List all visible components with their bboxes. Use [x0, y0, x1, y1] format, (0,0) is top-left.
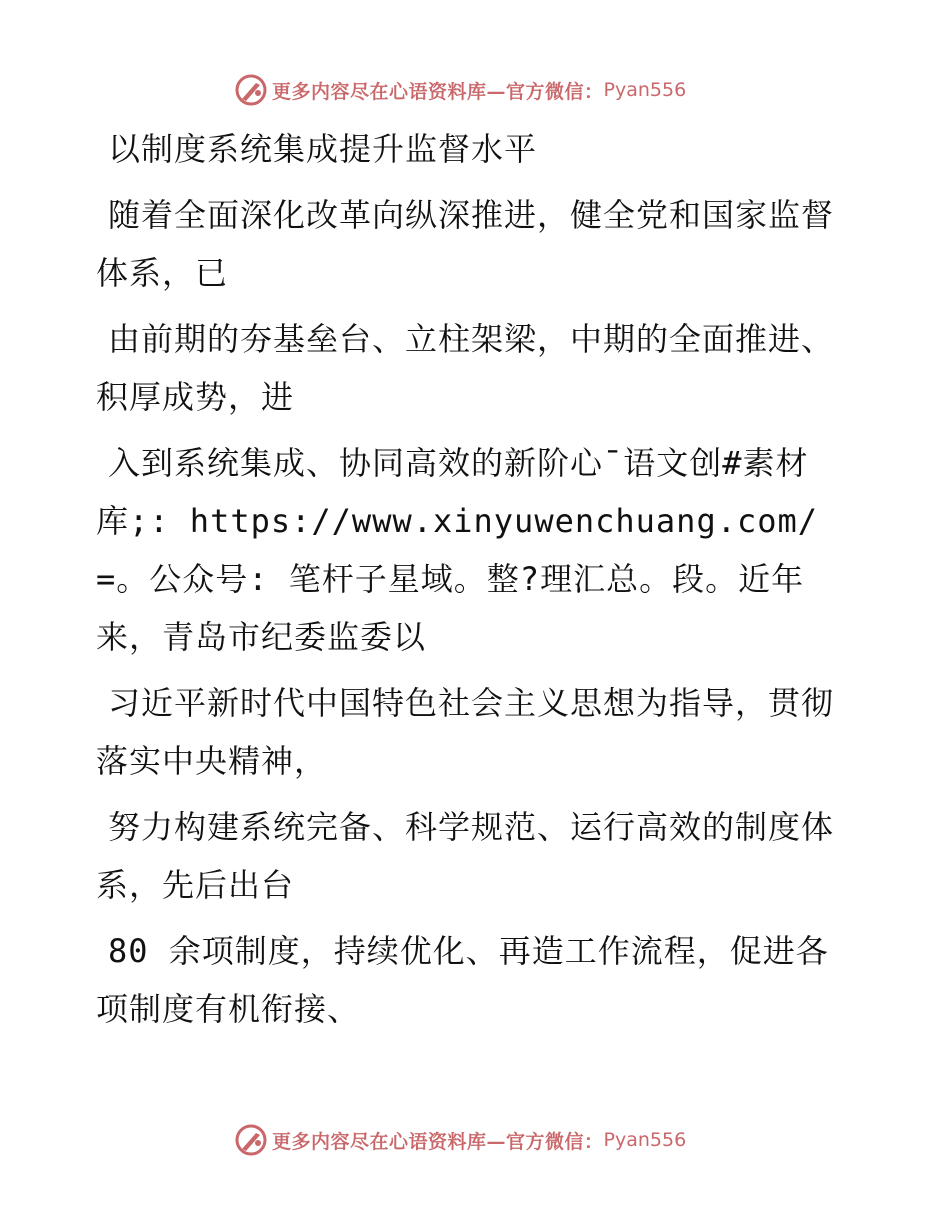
watermark-wechat-id: Pyan556 — [603, 1129, 687, 1151]
watermark-banner-top — [234, 70, 734, 110]
paragraph-first-line: 入到系统集成、协同高效的新阶心¯语文创#素材 — [108, 444, 809, 482]
paragraph — [96, 922, 856, 1038]
paragraph-continuation: 进、积厚成势，进 — [96, 320, 835, 416]
document-title: 以制度系统集成提升监督水平 — [108, 130, 538, 168]
watermark-text: 更多内容尽在心语资料库—官方微信： — [272, 80, 604, 103]
paragraph-continuation: 库;: https://www.xinyuwenchuang.com/=。公众号: 笔杆子星域。整?理汇总。段。近年来，青岛市纪委监委以 — [96, 502, 819, 656]
paragraph — [96, 674, 856, 790]
paragraph-continuation: 督体系，已 — [96, 196, 835, 292]
watermark-wechat-id: Pyan556 — [603, 79, 687, 101]
paragraph — [96, 186, 856, 302]
paragraph — [96, 310, 856, 426]
watermark-text: 更多内容尽在心语资料库—官方微信： — [272, 1130, 604, 1153]
paragraph-first-line: 习近平新时代中国特色社会主义思想为指导，贯 — [108, 684, 802, 722]
paragraph-continuation: 彻落实中央精神， — [96, 684, 835, 780]
brush-pen-logo-icon — [234, 1123, 268, 1157]
paragraph — [96, 798, 856, 914]
paragraph-first-line: 努力构建系统完备、科学规范、运行高效的制度 — [108, 808, 802, 846]
watermark-banner-bottom — [234, 1120, 734, 1160]
paragraph-continuation: 体系，先后出台 — [96, 808, 835, 904]
paragraph-first-line: 随着全面深化改革向纵深推进，健全党和国家监 — [108, 196, 802, 234]
paragraph-first-line: 由前期的夯基垒台、立柱架梁，中期的全面推 — [108, 320, 769, 358]
brush-pen-logo-icon — [234, 73, 268, 107]
paragraph-first-line: 80 余项制度，持续优化、再造工作流程，促进各 — [108, 932, 829, 970]
paragraph-continuation: 项制度有机衔接、 — [96, 990, 361, 1028]
document-body — [96, 120, 856, 1046]
paragraph — [96, 434, 856, 666]
